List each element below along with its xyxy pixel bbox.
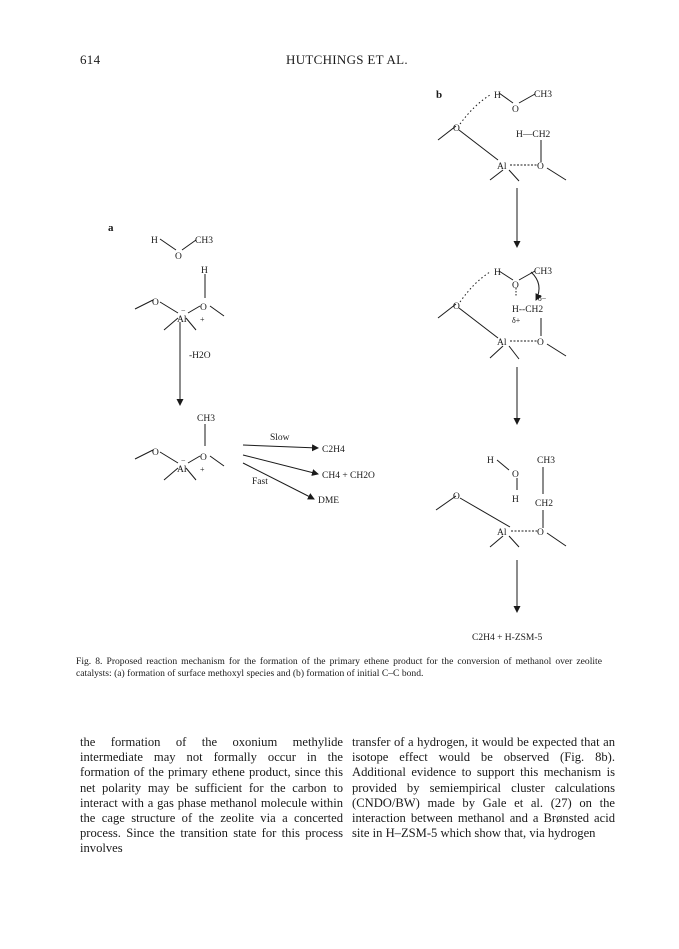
methoxyl-o-right: O [200,453,207,463]
b1-al: Al [497,162,507,172]
methoxyl-o-charge: + [200,465,205,474]
b3-ch2: CH2 [535,499,553,509]
panel-a-label: a [108,222,114,234]
caption-label: Fig. 8. [76,656,103,667]
methoxyl-al-charge: − [181,456,186,465]
fast-label: Fast [252,477,268,487]
caption-text: Proposed reaction mechanism for the formation of the primary ethene product for the conversion of methanol over zeolite catalysts: (a) formation of surface methoxyl species and (b) formation of initial C–C bond. [76,656,602,679]
product-dme: DME [318,496,340,506]
site-al: Al [177,315,187,325]
methanol-ch3: CH3 [195,236,213,246]
b1-h: H [494,91,501,101]
slow-label: Slow [270,433,290,443]
dehydration-label: -H2O [189,351,211,361]
site-o-left: O [152,298,159,308]
b2-delta-plus: δ+ [512,316,521,325]
body-right-column: transfer of a hydrogen, it would be expected that an isotope effect would be observed (Fig. 8b). Additional evidence to support this mechanism is provided by semiempirical cluster calculations (CNDO/BW) made by Gale et al. (27) on the interaction between methanol and a Brønsted acid site in H–ZSM-5 which show that, via hydrogen [352,735,615,841]
b3-h: H [487,456,494,466]
b1-o: O [512,105,519,115]
body-left-column: the formation of the oxonium methylide intermediate may not formally occur in the formation of the primary ethene product, since this net polarity may be sufficient for the carbon to interact with a gas phase methanol molecule within the cage structure of the zeolite via a concerted process. Since the transition state for this process involves [80,735,343,856]
b3-ch3: CH3 [537,456,555,466]
running-head: HUTCHINGS ET AL. [286,52,408,67]
methanol-o: O [175,252,182,262]
b2-o: O [512,281,519,291]
b2-h: H [494,268,501,278]
product-ethene: C2H4 [322,445,345,455]
page-number: 614 [80,52,101,67]
methoxyl-al: Al [177,465,187,475]
b1-o-right: O [537,162,544,172]
b3-h2: H [512,495,519,505]
panel-b-label: b [436,89,443,101]
b2-al: Al [497,338,507,348]
site-o-right: O [200,303,207,313]
site-h: H [201,266,208,276]
product-methane-formaldehyde: CH4 + CH2O [322,471,375,481]
b2-o-right: O [537,338,544,348]
b2-delta-minus: δ− [538,294,547,303]
methoxyl-ch3: CH3 [197,414,215,424]
final-product: C2H4 + H-ZSM-5 [472,633,543,643]
figure-caption [76,656,602,679]
b3-o-right: O [537,528,544,538]
methoxyl-o-left: O [152,448,159,458]
b1-h-ch2: H—CH2 [516,130,551,140]
b3-o-left: O [453,492,460,502]
site-al-charge: − [181,306,186,315]
methanol-h: H [151,236,158,246]
b3-o: O [512,470,519,480]
b1-o-left: O [453,124,460,134]
b2-h-dash-ch2: H--CH2 [512,305,544,315]
site-o-charge: + [200,315,205,324]
b2-o-left: O [453,302,460,312]
b3-al: Al [497,528,507,538]
b2-ch3: CH3 [534,267,552,277]
b1-ch3: CH3 [534,90,552,100]
